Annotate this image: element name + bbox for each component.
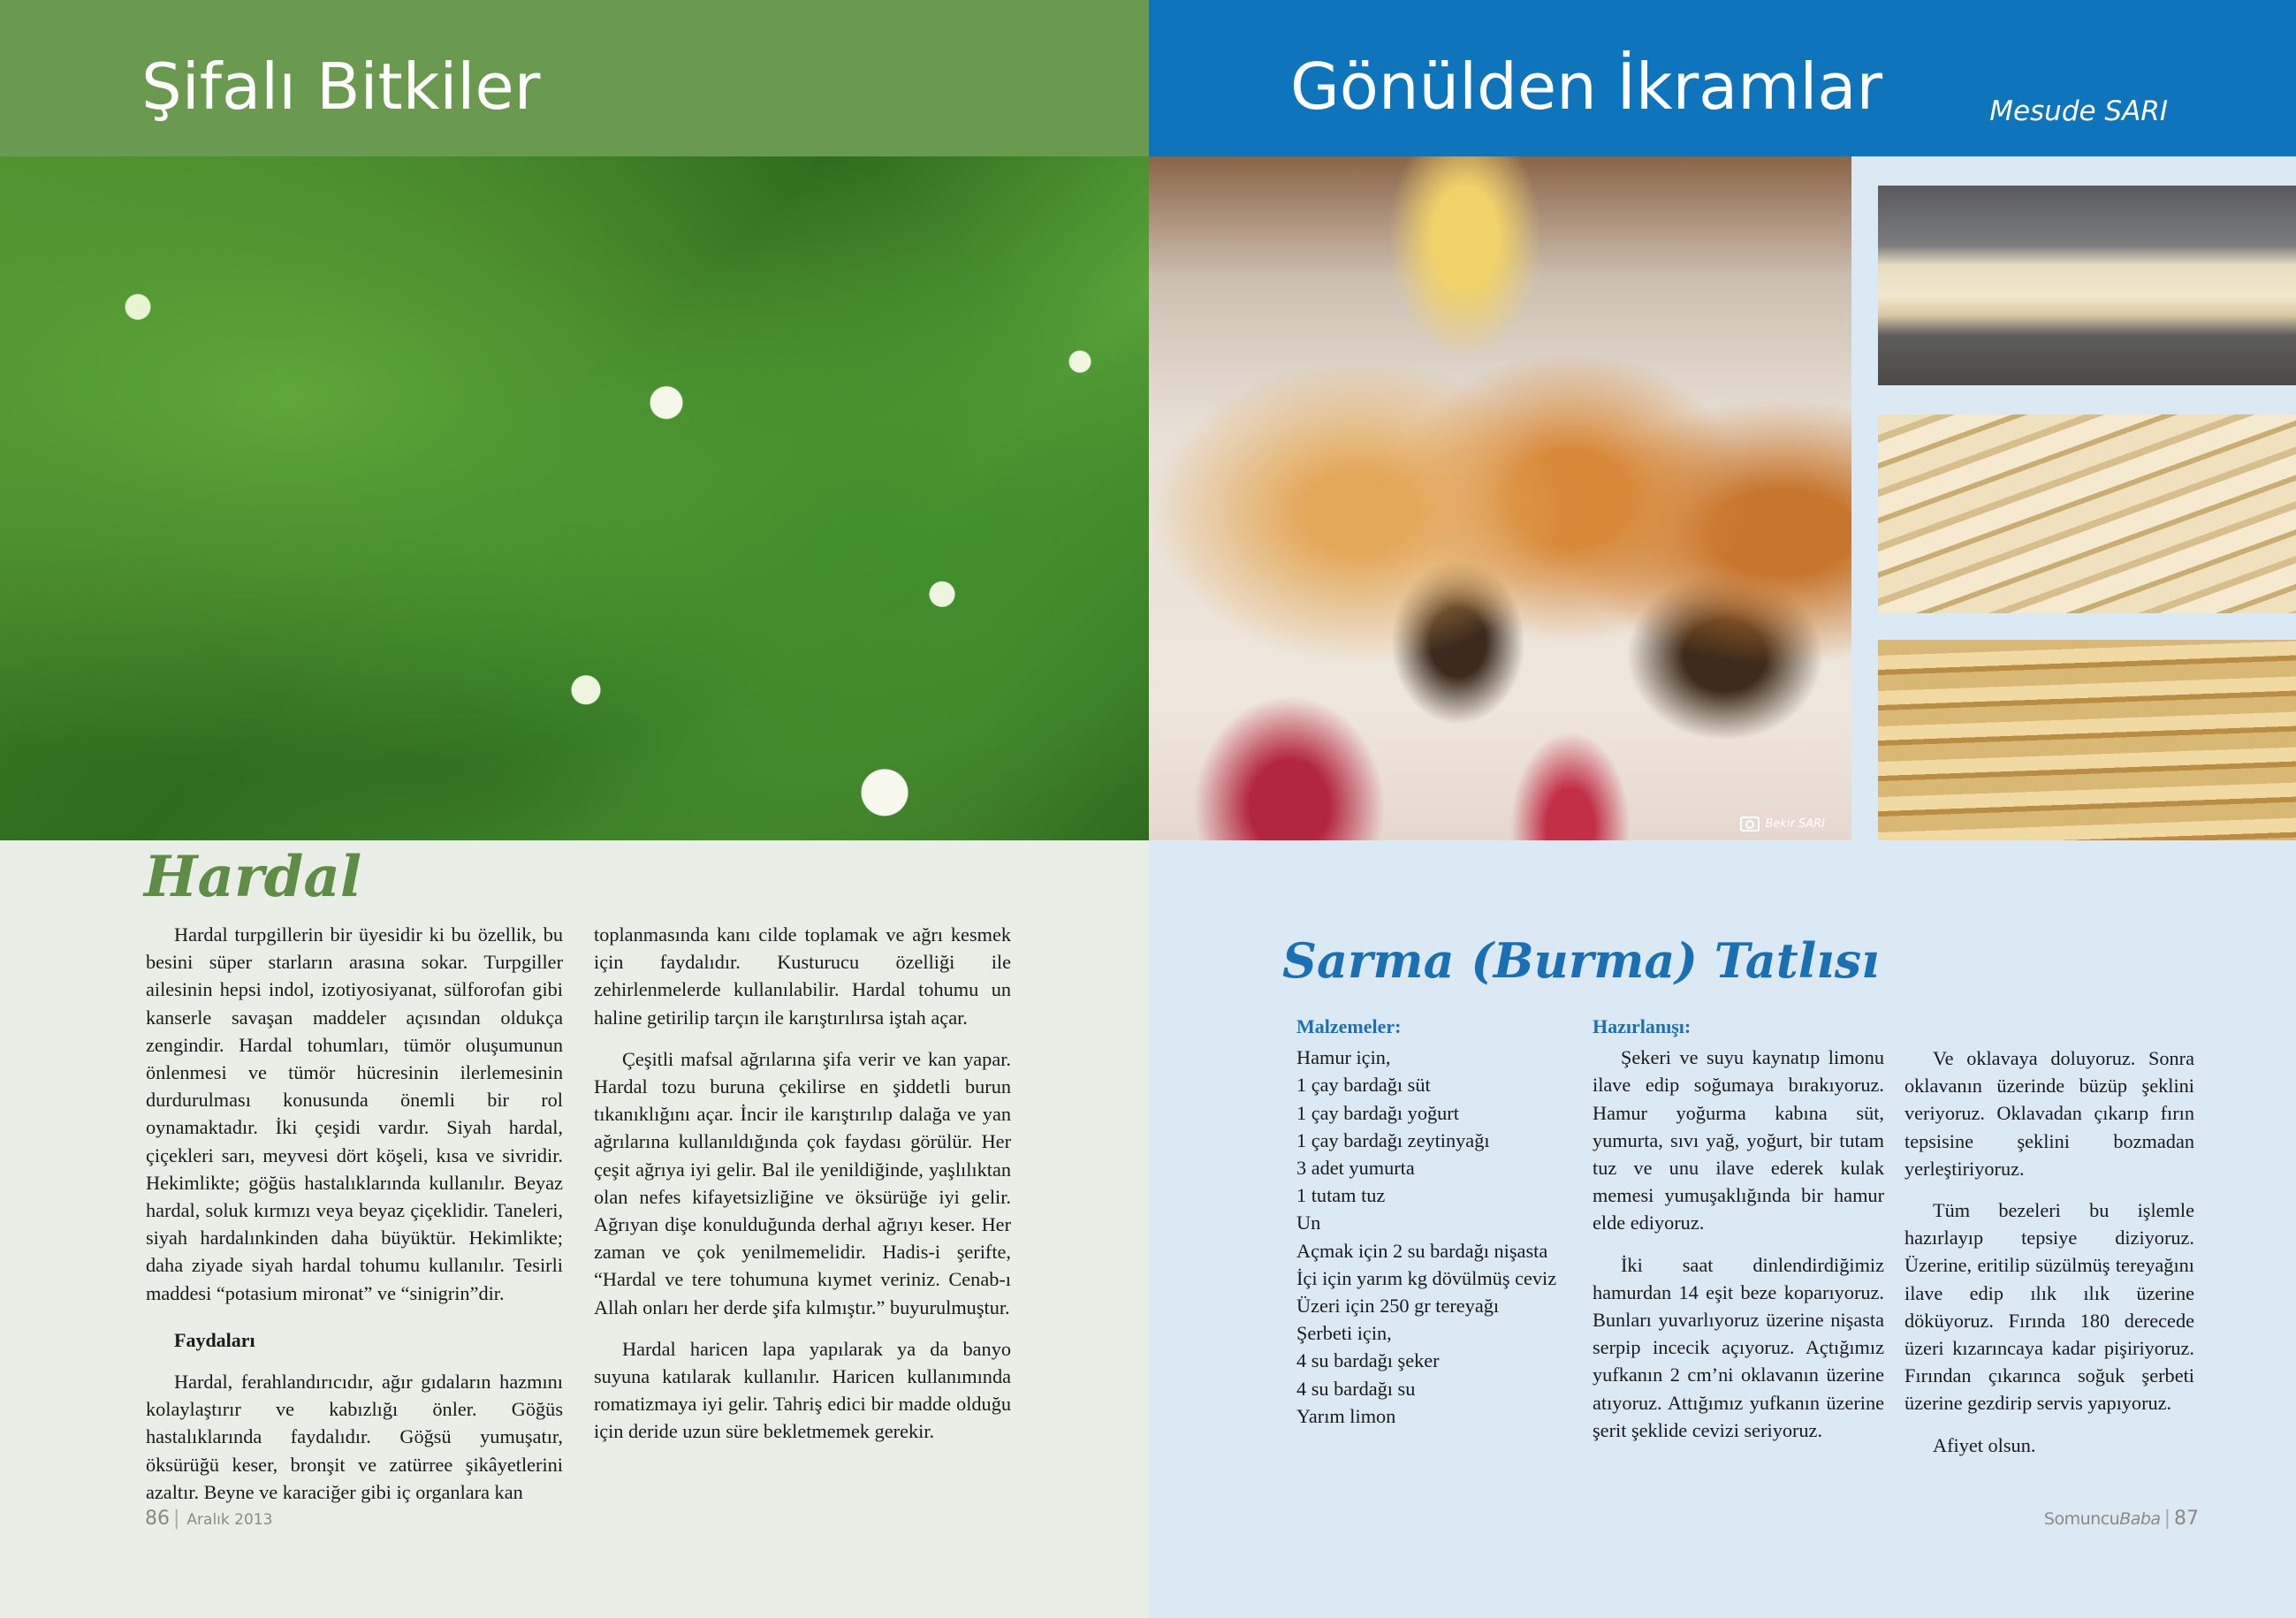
paragraph: İki saat dinlendirdiğimiz hamurdan 14 eşit beze koparıyoruz. Bunları yuvarlıyoruz üzerine nişasta serpip incecik açıyoruz. Açtığımız yufkanın 2 cm’ni oklavanın üzerine atıyoruz. Attığımız yufkanın üzerine şerit şeklide cevizi seriyoruz.	[1593, 1253, 1884, 1441]
ingredient-item: Üzeri için 250 gr tereyağı	[1296, 1295, 1500, 1318]
section-title: Gönülden İkramlar	[1290, 49, 1883, 124]
dough-on-rolling-pin-photo	[1878, 186, 2296, 385]
ingredient-item: 3 adet yumurta	[1296, 1157, 1415, 1180]
photo-credit	[1740, 817, 1825, 832]
burma-dessert-photo	[1149, 156, 1851, 840]
paragraph: Hardal haricen lapa yapılarak ya da banyo suyuna katılarak kullanılır. Haricen kullanımında romatizmaya iyi gelir. Tahriş edici bir madde olduğu için deride uzun süre bekletmemek gerekir.	[594, 1337, 1011, 1443]
ingredients-list	[1296, 1044, 1579, 1430]
ingredient-item: Açmak için 2 su bardağı nişasta	[1296, 1239, 1548, 1262]
ingredient-item: Un	[1296, 1212, 1321, 1234]
mustard-plant-photo	[0, 156, 1149, 840]
magazine-brand-b: Baba	[2119, 1509, 2161, 1529]
ingredient-item: İçi için yarım kg dövülmüş ceviz	[1296, 1266, 1557, 1289]
rolled-pastries-photo	[1878, 414, 2296, 613]
ingredient-item: 1 çay bardağı yoğurt	[1296, 1101, 1459, 1124]
paragraph: Hardal turpgillerin bir üyesidir ki bu özellik, bu besini süper starların arasına sokar. Turpgiller ailesinin hepsi indol, izotiyosiyanat, sülforofan gibi kanserle savaşan maddeler açısından oldukça zengindir. Hardal tohumları, tümör oluşumunun önlenmesi ve tümör hücresinin ilerlemesinin durdurulması konusunda önemli bir rol oynamaktadır. İki çeşidi vardır. Siyah hardal, çiçekleri sarı, meyvesi dört köşeli, kısa ve sivridir. Hekimlikte; göğüs hastalıklarında kullanılır. Beyaz hardal, soluk kırmızı veya beyaz çiçeklidir. Taneleri, siyah hardalınkinden daha büyüktür. Hekimlikte; daha ziyade siyah hardal tohumu kullanılır. Tesirli maddesi “potasium mironat” ve “sinigrin”dir.	[146, 923, 563, 1304]
magazine-brand-a: Somuncu	[2043, 1509, 2120, 1529]
right-footer	[2044, 1508, 2199, 1530]
paragraph: Afiyet olsun.	[1933, 1433, 2036, 1456]
article-heading: Hardal	[144, 844, 362, 910]
left-footer	[145, 1508, 272, 1530]
ingredients-label: Malzemeler:	[1296, 1015, 1402, 1037]
paragraph: Ve oklavaya doluyoruz. Sonra oklavanın üzerinde büzüp şeklini veriyoruz. Oklavadan çıkarıp fırın tepsisine şeklini bozmadan yerleştiriyoruz.	[1904, 1047, 2194, 1180]
preparation-column-2	[1904, 1044, 2194, 1459]
ingredient-item: 1 tutam tuz	[1296, 1184, 1386, 1207]
preparation-label: Hazırlanışı:	[1593, 1015, 1692, 1037]
subheading: Faydaları	[174, 1328, 255, 1351]
footer-separator: |	[2163, 1508, 2171, 1530]
preparation-column-1	[1593, 1013, 1884, 1444]
ingredient-item: 1 çay bardağı zeytinyağı	[1296, 1128, 1490, 1151]
section-band-gonulden-ikramlar	[1149, 0, 2296, 156]
recipe-heading: Sarma (Burma) Tatlısı	[1282, 932, 1880, 989]
baked-pastries-photo	[1878, 640, 2296, 840]
ingredient-item: Şerbeti için,	[1296, 1322, 1392, 1345]
page-number: 86	[145, 1508, 170, 1530]
ingredient-item: Yarım limon	[1296, 1404, 1396, 1427]
photo-credit-name: Bekir SARI	[1765, 817, 1825, 831]
article-column-1	[146, 921, 563, 1506]
issue-date: Aralık 2013	[186, 1511, 273, 1529]
paragraph: Çeşitli mafsal ağrılarına şifa verir ve kan yapar. Hardal tozu buruna çekilirse en şiddetli burun tıkanıklığını açar. İncir ile karıştırılıp dalağa ve yan ağrılarına kullanıldığında çok faydası görülür. Her çeşit ağrıya iyi gelir. Bal ile yenildiğinde, yaşlılıktan olan nefes kifayetsizliğine ve öksürüğe iyi gelir. Ağrıyan dişe konulduğunda derhal ağrıyı keser. Her zaman ve çok yenilmemelidir. Hadis-i şerifte, “Hardal ve tere tohumuna kıymet veriniz. Cenab-ı Allah onları her derde şifa kılmıştır.” buyurulmuştur.	[594, 1047, 1011, 1318]
article-column-2	[594, 921, 1011, 1446]
ingredients-column	[1296, 1013, 1579, 1430]
section-band-sifali-bitkiler	[0, 0, 1149, 156]
ingredient-item: 1 çay bardağı süt	[1296, 1074, 1431, 1097]
paragraph: Hardal, ferahlandırıcıdır, ağır gıdaların hazmını kolaylaştırır ve kabızlığı önler. Göğüs hastalıklarında faydalıdır. Göğsü yumuşatır, öksürüğü keser, bronşit ve zatürree şikâyetlerini azaltır. Beyne ve karaciğer gibi iç organlara kan	[146, 1371, 563, 1503]
ingredient-item: Hamur için,	[1296, 1046, 1391, 1069]
section-title: Şifalı Bitkiler	[141, 49, 541, 124]
page-number: 87	[2174, 1508, 2199, 1530]
camera-icon	[1740, 817, 1760, 832]
author-name: Mesude SARI	[1989, 95, 2168, 127]
paragraph: Tüm bezeleri bu işlemle hazırlayıp tepsiye diziyoruz. Üzerine, eritilip süzülmüş tereyağını ilave edip ılık ılık üzerine döküyoruz. Fırında 180 derecede üzeri kızarıncaya kadar pişiriyoruz. Fırından çıkarınca soğuk şerbeti üzerine gezdirip servis yapıyoruz.	[1904, 1199, 2194, 1415]
ingredient-item: 4 su bardağı şeker	[1296, 1349, 1440, 1372]
ingredient-item: 4 su bardağı su	[1296, 1377, 1416, 1400]
paragraph: Şekeri ve suyu kaynatıp limonu ilave edip soğumaya bırakıyoruz. Hamur yoğurma kabına süt, yumurta, sıvı yağ, yoğurt, bir tutam tuz ve unu ilave ederek kulak memesi yumuşaklığında bir hamur elde ediyoruz.	[1593, 1046, 1884, 1234]
footer-separator: |	[173, 1508, 180, 1530]
paragraph: toplanmasında kanı cilde toplamak ve ağrı kesmek için faydalıdır. Kusturucu özelliği ile zehirlenmelerde kullanılabilir. Hardal tohumu un haline getirilip tarçın ile karıştırılırsa iştah açar.	[594, 923, 1011, 1029]
